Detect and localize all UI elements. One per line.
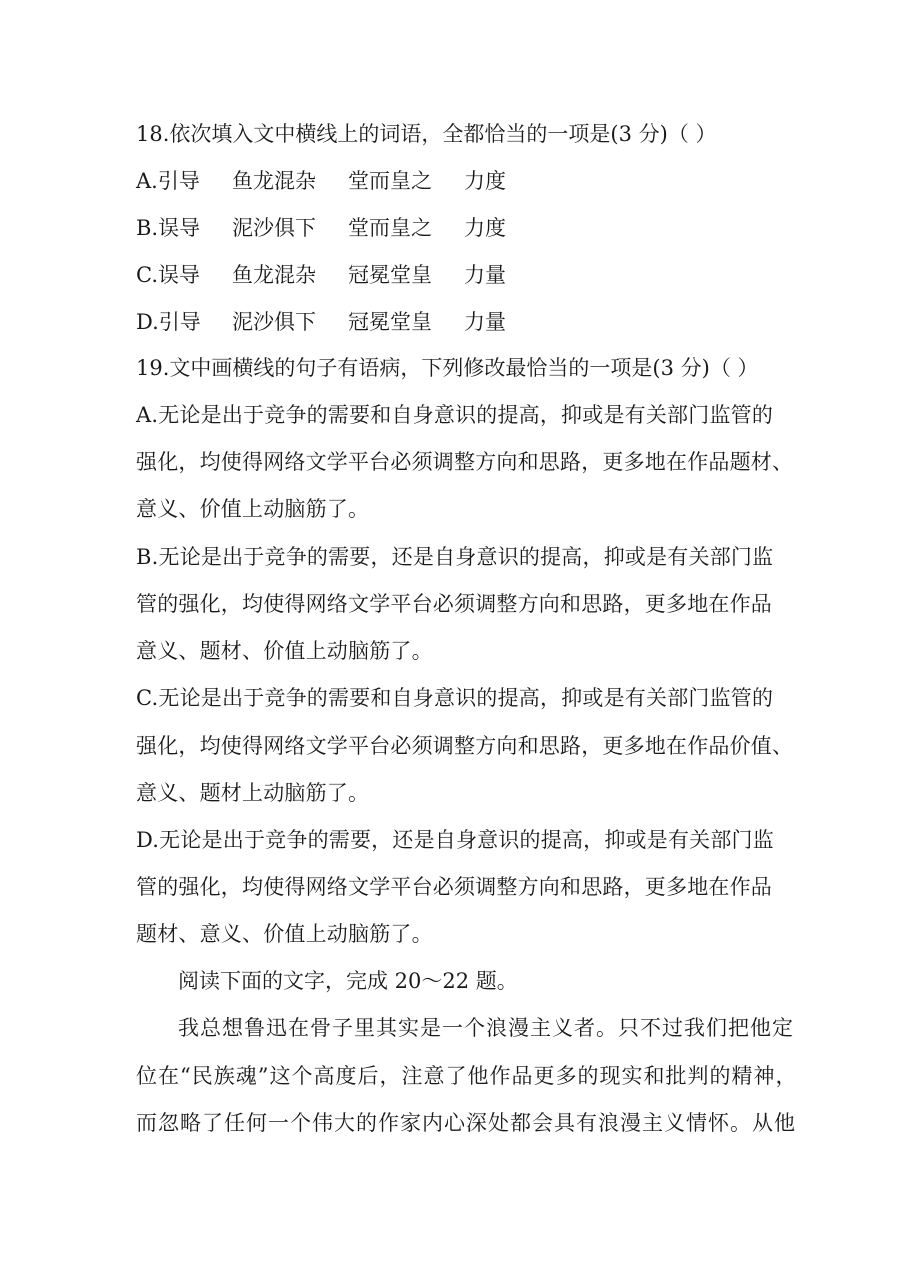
option-text-line: 强化，均使得网络文学平台必须调整方向和思路，更多地在作品价值、: [136, 734, 794, 758]
passage-line: 位在“民族魂”这个高度后，注意了他作品更多的现实和批判的精神，: [136, 1064, 798, 1088]
option-word: 力度: [464, 216, 506, 240]
q18-option-b[interactable]: [136, 214, 506, 242]
option-text-line: 强化，均使得网络文学平台必须调整方向和思路，更多地在作品题材、: [136, 450, 794, 474]
option-word: 堂而皇之: [348, 216, 432, 240]
reading-instruction: 阅读下面的文字，完成 20～22 题。: [178, 969, 518, 993]
option-text-line: 意义、题材、价值上动脑筋了。: [136, 639, 433, 663]
option-word: 泥沙俱下: [232, 310, 316, 334]
option-label: A.引导: [136, 169, 200, 193]
option-label: C.误导: [136, 263, 200, 287]
option-word: 冠冕堂皇: [348, 263, 432, 287]
option-word: 鱼龙混杂: [232, 169, 316, 193]
q18-option-a[interactable]: [136, 167, 506, 195]
passage-line: 而忽略了任何一个伟大的作家内心深处都会具有浪漫主义情怀。从他: [136, 1111, 796, 1135]
option-text-line: C.无论是出于竞争的需要和自身意识的提高，抑或是有关部门监管的: [136, 686, 774, 710]
option-text-line: 意义、价值上动脑筋了。: [136, 497, 370, 521]
option-word: 力量: [464, 263, 506, 287]
option-word: 冠冕堂皇: [348, 310, 432, 334]
option-text-line: A.无论是出于竞争的需要和自身意识的提高，抑或是有关部门监管的: [136, 403, 774, 427]
option-word: 力量: [464, 310, 506, 334]
option-label: B.误导: [136, 216, 201, 240]
passage-line: 我总想鲁迅在骨子里其实是一个浪漫主义者。只不过我们把他定: [178, 1016, 794, 1040]
q18-option-c[interactable]: [136, 261, 506, 289]
question-19-stem: 19.文中画横线的句子有语病，下列修改最恰当的一项是(3 分)（ ）: [136, 356, 759, 380]
option-text-line: B.无论是出于竞争的需要，还是自身意识的提高，抑或是有关部门监: [136, 545, 774, 569]
option-word: 堂而皇之: [348, 169, 432, 193]
question-18-stem: 18.依次填入文中横线上的词语，全都恰当的一项是(3 分)（ ）: [136, 122, 717, 146]
option-text-line: 题材、意义、价值上动脑筋了。: [136, 922, 433, 946]
option-text-line: D.无论是出于竞争的需要，还是自身意识的提高，抑或是有关部门监: [136, 828, 774, 852]
q18-option-d[interactable]: [136, 308, 506, 336]
option-text-line: 管的强化，均使得网络文学平台必须调整方向和思路，更多地在作品: [136, 875, 772, 899]
option-word: 泥沙俱下: [232, 216, 316, 240]
option-label: D.引导: [136, 310, 201, 334]
option-word: 力度: [464, 169, 506, 193]
option-word: 鱼龙混杂: [232, 263, 316, 287]
option-text-line: 意义、题材上动脑筋了。: [136, 781, 370, 805]
option-text-line: 管的强化，均使得网络文学平台必须调整方向和思路，更多地在作品: [136, 592, 772, 616]
